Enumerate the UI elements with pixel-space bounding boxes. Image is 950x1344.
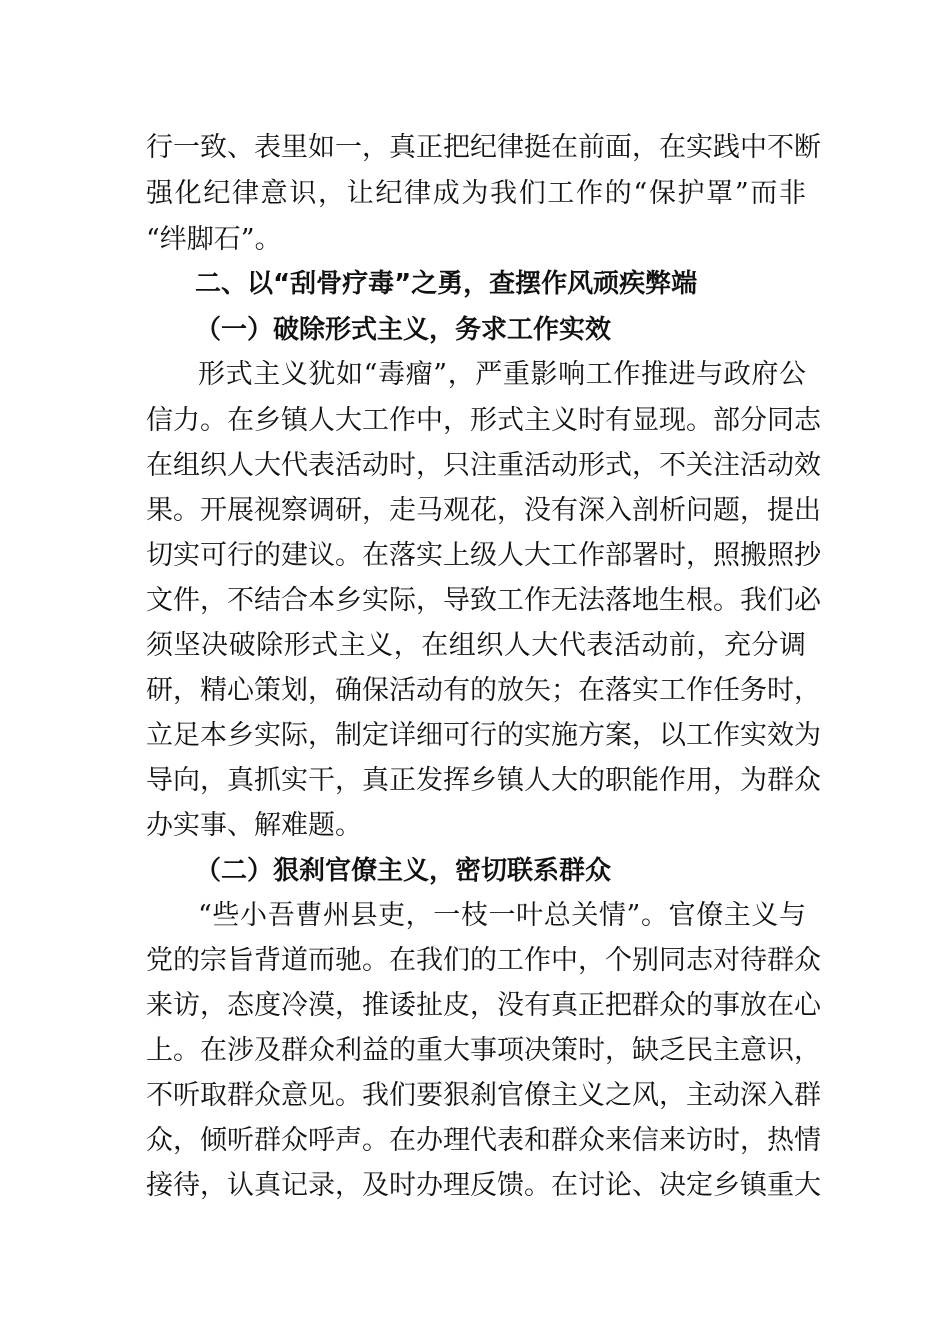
subsection-heading: （一）破除形式主义，务求工作实效 (195, 315, 612, 345)
body-text-line: 须坚决破除形式主义，在组织人大代表活动前，充分调 (146, 630, 806, 661)
section-heading: 二、以“刮骨疗毒”之勇，查摆作风顽疾弊端 (195, 269, 698, 299)
body-text-line: 党的宗旨背道而驰。在我们的工作中，个别同志对待群众 (146, 945, 821, 976)
body-text-line: 导向，真抓实干，真正发挥乡镇人大的职能作用，为群众 (146, 765, 821, 796)
body-text-line: 形式主义犹如“毒瘤”，严重影响工作推进与政府公 (198, 359, 806, 390)
subsection-heading: （二）狠刹官僚主义，密切联系群众 (195, 856, 612, 886)
body-text-line: 行一致、表里如一，真正把纪律挺在前面，在实践中不断 (146, 132, 821, 163)
body-text-line: 文件，不结合本乡实际，导致工作无法落地生根。我们必 (146, 585, 821, 616)
body-text-line: 在组织人大代表活动时，只注重活动形式，不关注活动效 (146, 450, 821, 481)
body-text-line: 众，倾听群众呼声。在办理代表和群众来信来访时，热情 (146, 1125, 821, 1156)
body-text-line: 接待，认真记录，及时办理反馈。在讨论、决定乡镇重大 (146, 1170, 821, 1201)
body-text-line: “绊脚石”。 (146, 224, 282, 255)
body-text-line: 强化纪律意识，让纪律成为我们工作的“保护罩”而非 (146, 178, 806, 209)
body-text-line: 研，精心策划，确保活动有的放矢；在落实工作任务时， (146, 675, 821, 706)
body-text-line: 立足本乡实际，制定详细可行的实施方案，以工作实效为 (146, 720, 821, 751)
body-text-line: 来访，态度冷漠，推诿扯皮，没有真正把群众的事放在心 (146, 990, 821, 1021)
body-text-line: “些小吾曹州县吏，一枝一叶总关情”。官僚主义与 (198, 900, 806, 931)
body-text-line: 上。在涉及群众利益的重大事项决策时，缺乏民主意识， (146, 1035, 821, 1066)
body-text-line: 果。开展视察调研，走马观花，没有深入剖析问题，提出 (146, 495, 821, 526)
body-text-line: 不听取群众意见。我们要狠刹官僚主义之风，主动深入群 (146, 1080, 821, 1111)
body-text-line: 信力。在乡镇人大工作中，形式主义时有显现。部分同志 (146, 405, 821, 436)
body-text-line: 办实事、解难题。 (146, 810, 362, 841)
body-text-line: 切实可行的建议。在落实上级人大工作部署时，照搬照抄 (146, 540, 821, 571)
